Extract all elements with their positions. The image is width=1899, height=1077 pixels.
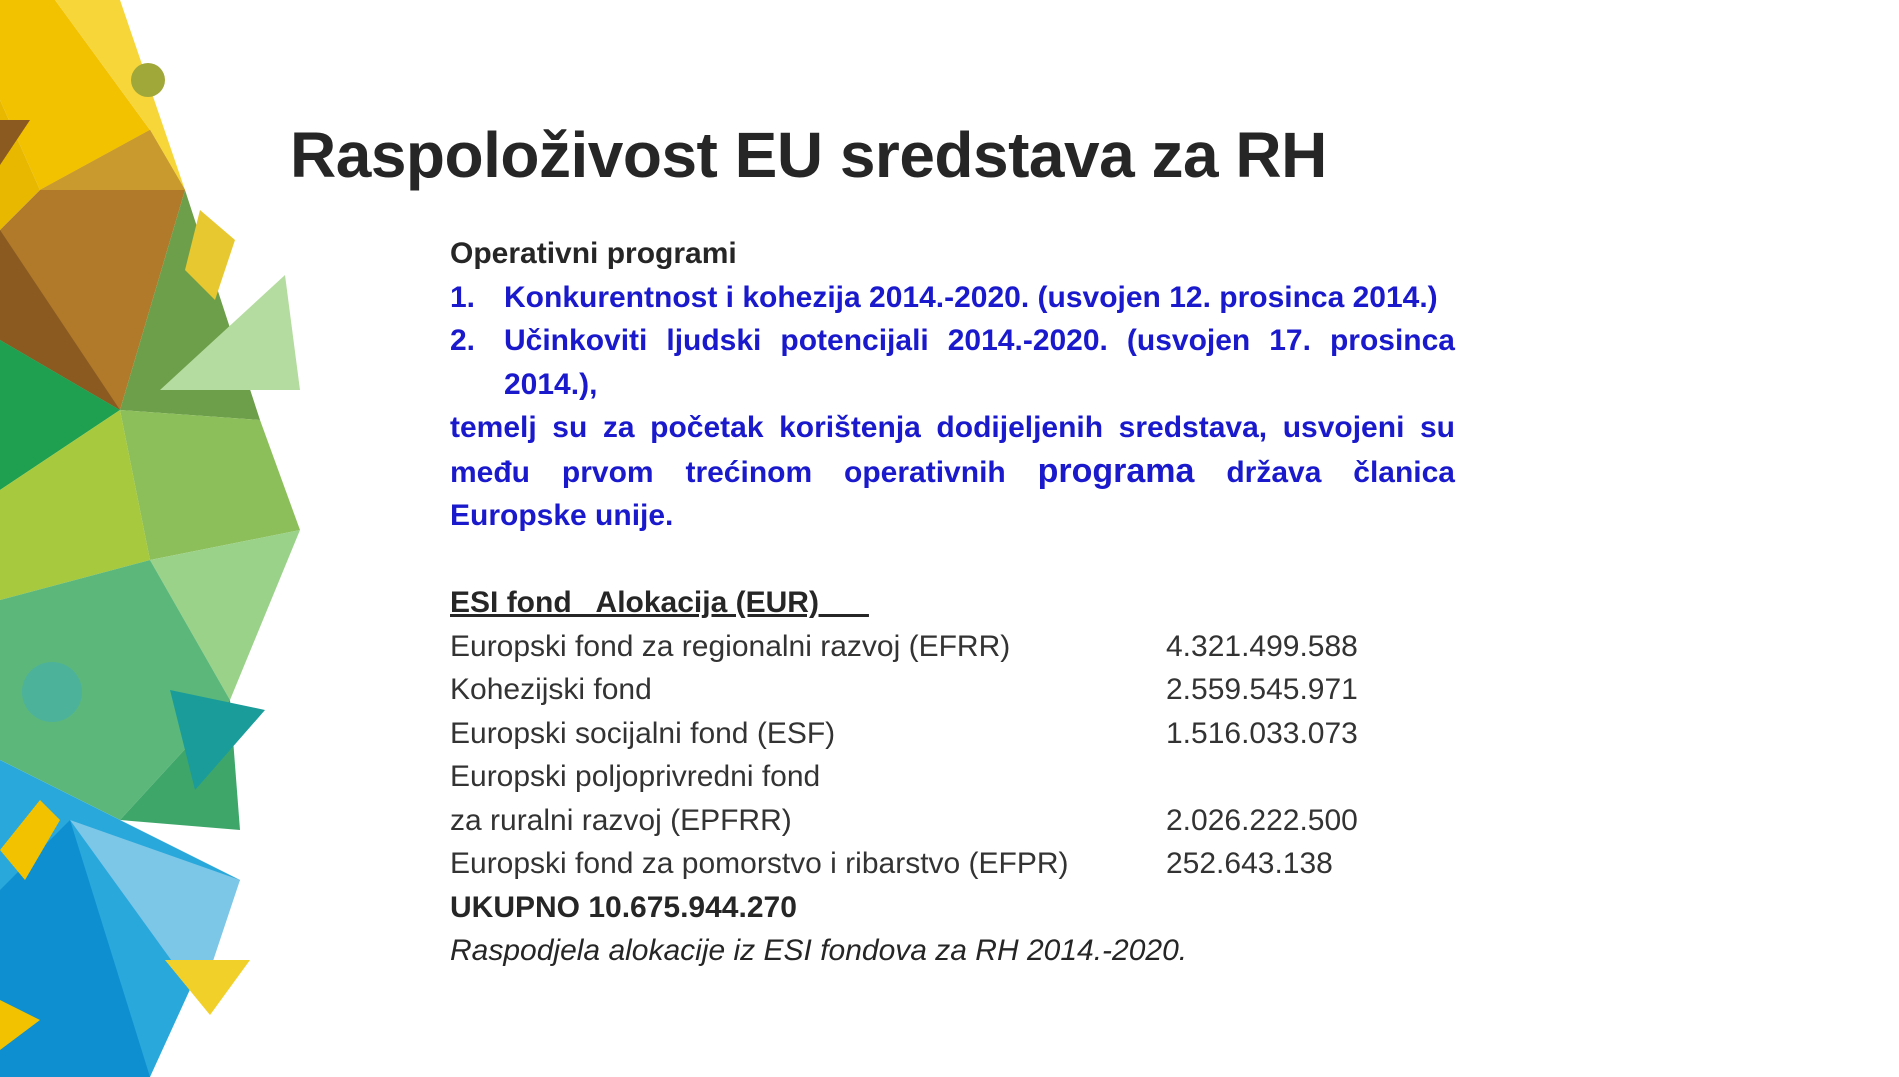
fund-name: Europski fond za pomorstvo i ribarstvo (EFPR) [450, 847, 1069, 880]
table-row [450, 668, 1455, 712]
table-row [450, 799, 1455, 843]
operational-programmes-heading: Operativni programi [450, 237, 737, 270]
content-block [450, 232, 1455, 973]
table-header: ESI fond Alokacija (EUR) [450, 586, 869, 619]
decorative-polygons [0, 0, 320, 1077]
fund-name: Kohezijski fond [450, 673, 652, 706]
list-number: 1. [450, 280, 476, 314]
fund-value: 2.559.545.971 [1166, 673, 1358, 706]
programme-text: Učinkoviti ljudski potencijali 2014.-2020. (usvojen 17. prosinca 2014.), [504, 324, 1455, 401]
intro-emphasis: programa [1037, 451, 1195, 490]
intro-text-end: država članica Europske unije. [450, 455, 1455, 532]
table-row [450, 755, 1455, 799]
list-item [450, 276, 1455, 320]
programme-text: Konkurentnost i kohezija 2014.-2020. (usvojen 12. prosinca 2014.) [504, 280, 1438, 314]
fund-name: Europski poljoprivredni fond [450, 760, 821, 793]
list-item [450, 319, 1455, 406]
fund-name: Europski fond za regionalni razvoj (EFRR) [450, 629, 1011, 663]
table-row [450, 842, 1455, 886]
page-title: Raspoloživost EU sredstava za RH [290, 119, 1327, 191]
table-row [450, 625, 1455, 669]
intro-text: temelj su za početak korištenja dodijeljenih sredstava, usvojeni su među prvom trećinom operativnih [450, 411, 1455, 489]
total-amount: UKUPNO 10.675.944.270 [450, 890, 797, 924]
table-row [450, 712, 1455, 756]
programme-list [450, 276, 1455, 407]
fund-value: 1.516.033.073 [1166, 716, 1358, 750]
fund-value: 252.643.138 [1166, 847, 1333, 880]
fund-value: 4.321.499.588 [1166, 629, 1358, 663]
fund-name: Europski socijalni fond (ESF) [450, 716, 836, 750]
spacer [450, 538, 1455, 582]
fund-name: za ruralni razvoj (EPFRR) [450, 803, 792, 837]
table-caption: Raspodjela alokacije iz ESI fondova za RH 2014.-2020. [450, 934, 1188, 967]
intro-paragraph [450, 406, 1455, 538]
fund-value: 2.026.222.500 [1166, 803, 1358, 837]
list-number: 2. [450, 324, 476, 357]
